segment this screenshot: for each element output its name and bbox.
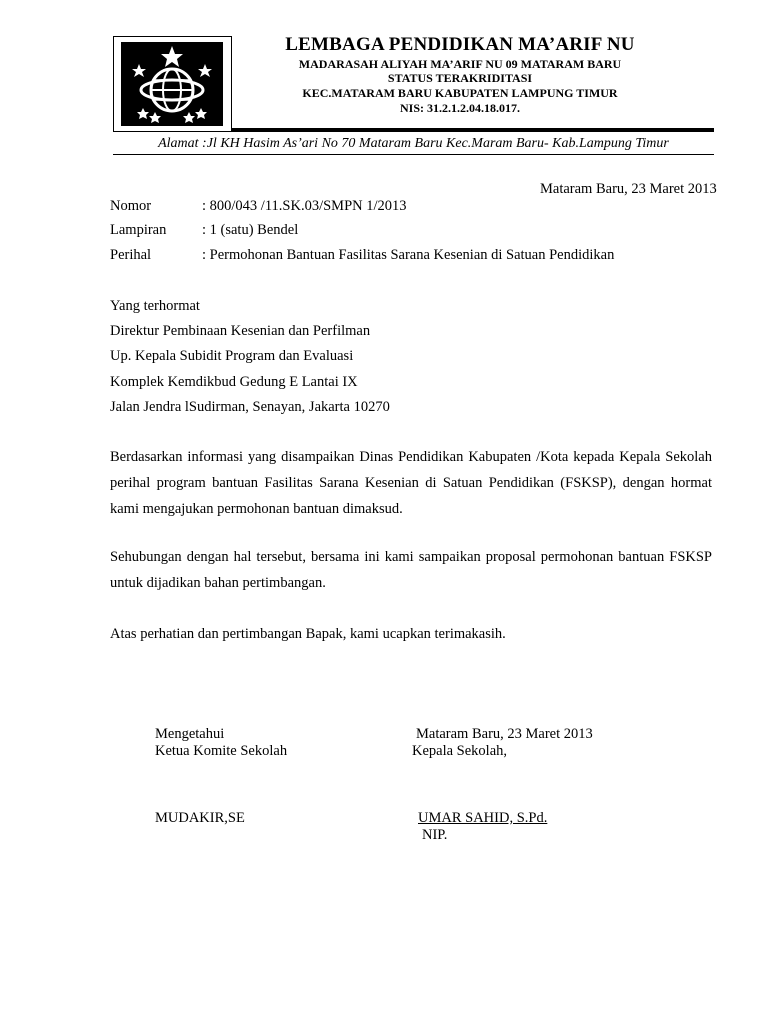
letter-date: Mataram Baru, 23 Maret 2013 (540, 181, 717, 197)
meta-label-lampiran: Lampiran (110, 222, 167, 238)
recipient-line: Direktur Pembinaan Kesenian dan Perfilman (110, 323, 371, 339)
recipient-line: Komplek Kemdikbud Gedung E Lantai IX (110, 374, 358, 390)
meta-label-perihal: Perihal (110, 247, 152, 263)
signature-right-name: UMAR SAHID, S.Pd. (418, 810, 548, 826)
school-nis: NIS: 31.2.1.2.04.18.017. (399, 101, 520, 115)
logo-frame (113, 36, 232, 132)
letterhead-divider-thin (113, 154, 714, 155)
recipient-line: Up. Kepala Subidit Program dan Evaluasi (110, 348, 354, 364)
signature-left-line2: Ketua Komite Sekolah (155, 743, 288, 759)
signature-left-name: MUDAKIR,SE (155, 810, 245, 826)
school-name: MADARASAH ALIYAH MA’ARIF NU 09 MATARAM BARU (298, 57, 622, 71)
letterhead-divider-thick (232, 128, 714, 132)
school-location: KEC.MATARAM BARU KABUPATEN LAMPUNG TIMUR (302, 86, 618, 100)
meta-value-perihal: : Permohonan Bantuan Fasilitas Sarana Kesenian di Satuan Pendidikan (202, 247, 615, 263)
meta-value-lampiran: : 1 (satu) Bendel (202, 222, 299, 238)
nu-logo-icon (121, 42, 223, 126)
meta-label-nomor: Nomor (110, 198, 152, 214)
school-address: Alamat :Jl KH Hasim As’ari No 70 Mataram Baru Kec.Maram Baru- Kab.Lampung Timur (158, 136, 669, 151)
recipient-line: Yang terhormat (110, 298, 200, 314)
signature-left-line1: Mengetahui (155, 726, 225, 742)
body-paragraph: Atas perhatian dan pertimbangan Bapak, kami ucapkan terimakasih. (110, 626, 506, 642)
body-paragraph: Sehubungan dengan hal tersebut, bersama ini kami sampaikan proposal permohonan bantuan FSKSP untuk dijadikan bahan pertimbangan. (110, 549, 712, 591)
signature-right-nip: NIP. (422, 827, 448, 843)
accreditation-status: STATUS TERAKRIDITASI (387, 71, 533, 85)
signature-right-line1: Mataram Baru, 23 Maret 2013 (416, 726, 593, 742)
meta-value-nomor: : 800/043 /11.SK.03/SMPN 1/2013 (202, 198, 407, 214)
institution-title: LEMBAGA PENDIDIKAN MA’ARIF NU (285, 34, 635, 55)
recipient-line: Jalan Jendra lSudirman, Senayan, Jakarta 10270 (110, 399, 390, 415)
signature-right-line2: Kepala Sekolah, (412, 743, 508, 759)
body-paragraph: Berdasarkan informasi yang disampaikan Dinas Pendidikan Kabupaten /Kota kepada Kepala Sekolah perihal program bantuan Fasilitas Sarana Kesenian di Satuan Pendidikan (FSKSP), dengan hormat kami mengajukan permohonan bantuan dimaksud. (110, 449, 712, 517)
